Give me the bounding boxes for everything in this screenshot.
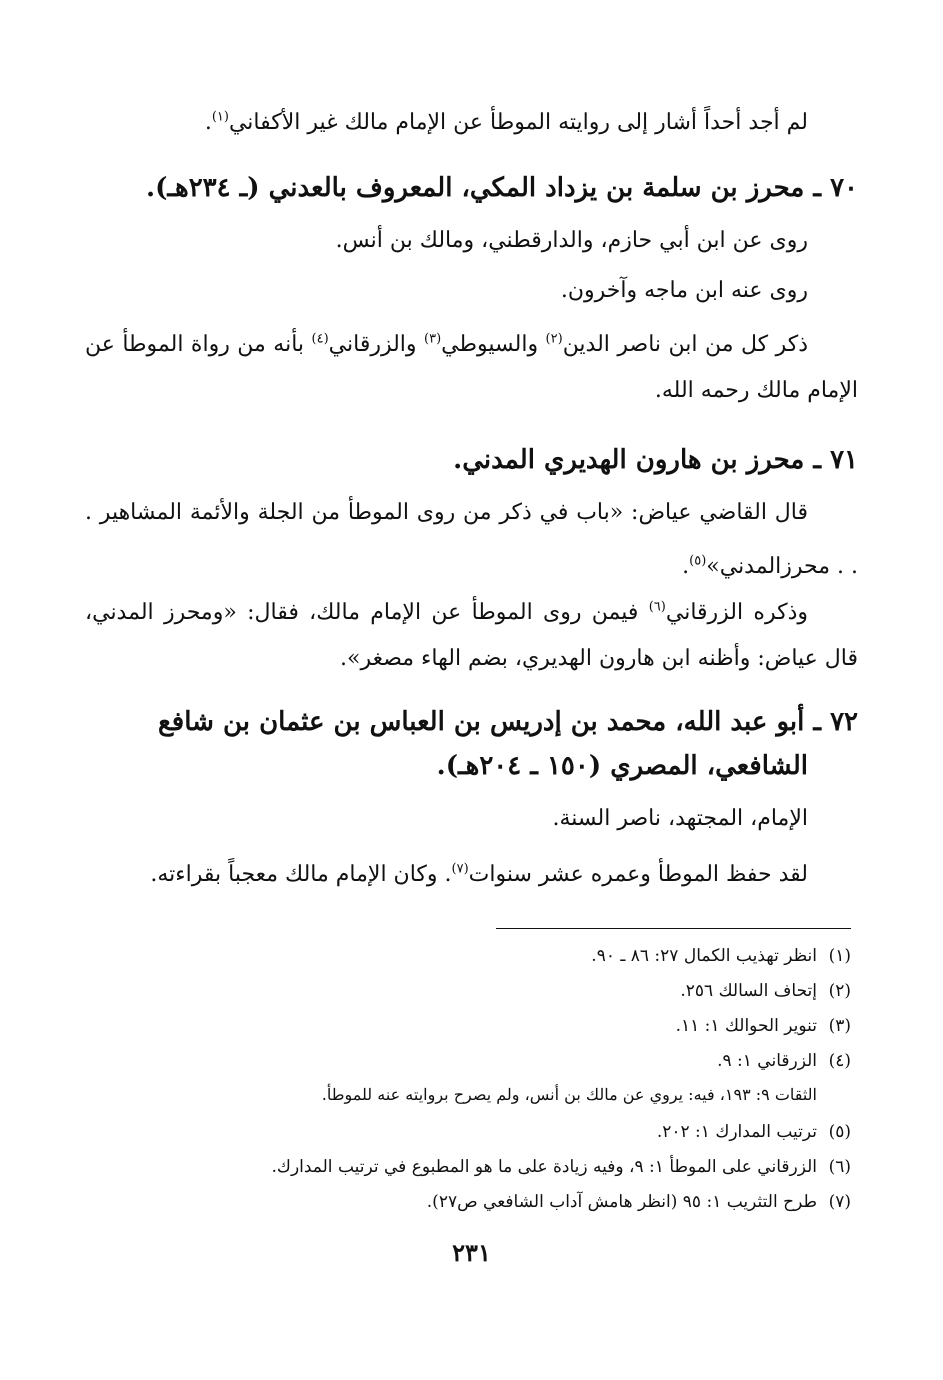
page-number: ٢٣١ (452, 1238, 491, 1267)
footnote-ref-7: (٧) (451, 861, 469, 877)
entry-72-memorized: لقد حفظ الموطأ وعمره عشر سنوات$^{(٧)}$. وكان الإمام مالك معجباً بقراءته. (150, 861, 808, 887)
entry-70-mentions: ذكر كل من ابن ناصر الدين$^{(٢)}$ والسيوطي$^{(٣)}$ والزرقاني$^{(٤)}$ بأنه من رواة الموطأ عن الإمام مالك رحمه الله. (85, 331, 858, 403)
footnote-ref-2: (٢) (545, 331, 563, 347)
entry-72-heading-line-2: الشافعي، المصري (١٥٠ ـ ٢٠٤هـ). (436, 751, 808, 781)
entry-70-narrated-by: روى عنه ابن ماجه وآخرون. (560, 278, 808, 303)
footnote-separator (496, 928, 851, 929)
entry-71-heading: ٧١ ـ محرز بن هارون الهديري المدني. (453, 445, 858, 475)
footnote-ref-3: (٣) (424, 331, 442, 347)
footnote-5: (٥)ترتيب المدارك ١: ٢٠٢. (656, 1122, 851, 1142)
footnote-ref-5: (٥) (689, 553, 707, 569)
footnote-7: (٧)طرح التثريب ١: ٩٥ (انظر هامش آداب الشافعي ص٢٧). (426, 1192, 851, 1212)
entry-71-zurqani-note: وذكره الزرقاني$^{(٦)}$ فيمن روى الموطأ عن الإمام مالك، فقال: «ومحرز المدني، قال عياض: وأظنه ابن هارون الهديري، بضم الهاء مصغر». (85, 599, 858, 671)
footnote-ref-4: (٤) (311, 331, 329, 347)
footnote-ref-6: (٦) (648, 599, 666, 615)
footnote-6: (٦)الزرقاني على الموطأ ١: ٩، وفيه زيادة على ما هو المطبوع في ترتيب المدارك. (271, 1157, 851, 1177)
entry-72-titles: الإمام، المجتهد، ناصر السنة. (552, 806, 808, 831)
footnote-4-continuation: الثقات ٩: ١٩٣، فيه: يروي عن مالك بن أنس، ولم يصرح بروايته عنه للموطأ. (321, 1085, 817, 1104)
entry-72-heading-line-1: ٧٢ ـ أبو عبد الله، محمد بن إدريس بن العباس بن عثمان بن شافع (157, 707, 858, 737)
entry-70-narrated-from: روى عن ابن أبي حازم، والدارقطني، ومالك بن أنس. (335, 228, 808, 253)
footnote-1: (١)انظر تهذيب الكمال ٢٧: ٨٦ ـ ٩٠. (591, 946, 851, 966)
footnote-4: (٤)الزرقاني ١: ٩. (717, 1051, 851, 1071)
intro-paragraph: لم أجد أحداً أشار إلى روايته الموطأ عن الإمام مالك غير الأكفاني$^{(١)}$. (204, 109, 808, 135)
footnote-3: (٣)تنوير الحوالك ١: ١١. (675, 1016, 851, 1036)
footnote-2: (٢)إتحاف السالك ٢٥٦. (680, 981, 851, 1001)
footnote-ref-1: (١) (211, 109, 229, 125)
entry-71-qadi-iyad-quote: قال القاضي عياض: «باب في ذكر من روى الموطأ من الجلة والأئمة المشاهير . . . محرزالمدني»$^{(٥)}$. (85, 500, 858, 579)
entry-70-heading: ٧٠ ـ محرز بن سلمة بن يزداد المكي، المعروف بالعدني (ـ ٢٣٤هـ). (146, 173, 858, 203)
